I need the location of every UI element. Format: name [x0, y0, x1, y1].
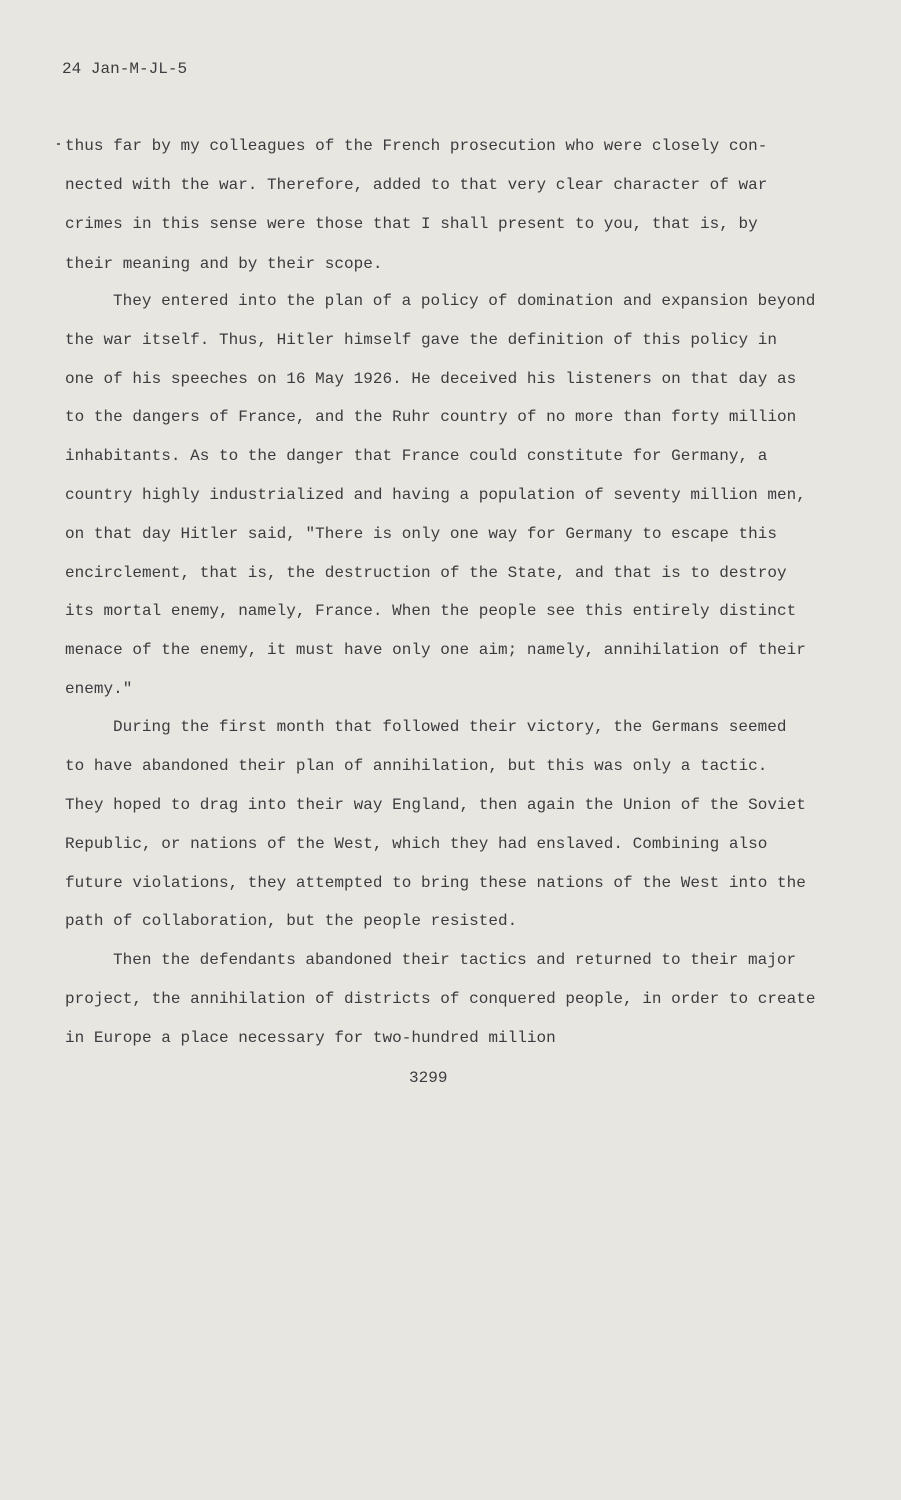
text-line: the war itself. Thus, Hitler himself gave the definition of this policy in: [65, 331, 777, 349]
text-line: project, the annihilation of districts of conquered people, in order to create: [65, 990, 816, 1008]
text-line: nected with the war. Therefore, added to that very clear character of war: [65, 176, 768, 194]
text-line: in Europe a place necessary for two-hundred million: [65, 1029, 556, 1047]
paragraph-first-line: Then the defendants abandoned their tactics and returned to their major: [113, 951, 797, 969]
page-number: 3299: [409, 1069, 448, 1087]
text-line: encirclement, that is, the destruction of the State, and that is to destroy: [65, 564, 787, 582]
text-line: to the dangers of France, and the Ruhr country of no more than forty million: [65, 408, 797, 426]
text-line: enemy.": [65, 680, 133, 698]
text-line: their meaning and by their scope.: [65, 255, 383, 273]
text-line: thus far by my colleagues of the French prosecution who were closely con-: [65, 137, 768, 155]
text-line: future violations, they attempted to bring these nations of the West into the: [65, 874, 806, 892]
text-line: path of collaboration, but the people resisted.: [65, 912, 518, 930]
margin-tick-mark: [57, 143, 60, 145]
text-line: inhabitants. As to the danger that France could constitute for Germany, a: [65, 447, 768, 465]
text-line: Republic, or nations of the West, which they had enslaved. Combining also: [65, 835, 768, 853]
text-line: menace of the enemy, it must have only one aim; namely, annihilation of their: [65, 641, 806, 659]
text-line: one of his speeches on 16 May 1926. He deceived his listeners on that day as: [65, 370, 797, 388]
text-line: They hoped to drag into their way England, then again the Union of the Soviet: [65, 796, 806, 814]
text-line: its mortal enemy, namely, France. When the people see this entirely distinct: [65, 602, 797, 620]
text-line: on that day Hitler said, "There is only one way for Germany to escape this: [65, 525, 777, 543]
text-line: to have abandoned their plan of annihilation, but this was only a tactic.: [65, 757, 768, 775]
page-header: 24 Jan-M-JL-5: [62, 60, 188, 78]
text-line: country highly industrialized and having a population of seventy million men,: [65, 486, 806, 504]
paragraph-first-line: They entered into the plan of a policy of domination and expansion beyond: [113, 292, 816, 310]
text-line: crimes in this sense were those that I shall present to you, that is, by: [65, 215, 758, 233]
paragraph-first-line: During the first month that followed their victory, the Germans seemed: [113, 718, 787, 736]
